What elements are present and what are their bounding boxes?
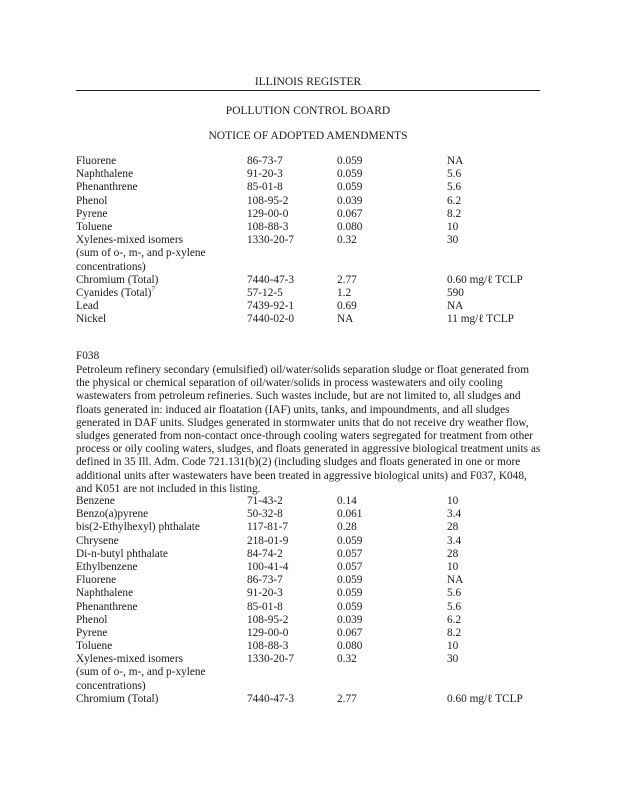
constituent-name: Benzo(a)pyrene: [76, 508, 149, 521]
wastewater-standard: 0.059: [337, 181, 363, 194]
table-row: [76, 155, 546, 168]
table-row: [76, 574, 546, 587]
nonwastewater-standard: 590: [447, 286, 464, 299]
nonwastewater-standard: NA: [447, 300, 464, 313]
constituent-name: (sum of o-, m-, and p-xylene: [76, 247, 206, 260]
table-row: [76, 247, 546, 260]
cas-number: 108-95-2: [247, 194, 289, 207]
cas-number: 7440-47-3: [247, 692, 295, 705]
constituent-name: Ethylbenzene: [76, 560, 138, 573]
cas-number: 86-73-7: [247, 155, 283, 167]
wastewater-standard: NA: [337, 313, 354, 326]
table-row: [76, 495, 546, 508]
constituent-name: Chrysene: [76, 534, 119, 547]
wastewater-standard: 0.28: [337, 521, 357, 534]
constituent-name: Phenanthrene: [76, 181, 138, 194]
table-row: [76, 313, 546, 326]
constituent-name: concentrations): [76, 679, 146, 692]
wastewater-standard: 1.2: [337, 286, 352, 299]
nonwastewater-standard: 5.6: [447, 600, 462, 613]
constituent-name: Fluorene: [76, 155, 117, 167]
constituent-name: Phenol: [76, 194, 108, 207]
register-title: ILLINOIS REGISTER: [254, 76, 362, 88]
wastewater-standard: 0.080: [337, 220, 363, 233]
table-row: [76, 234, 546, 247]
nonwastewater-standard: 5.6: [447, 168, 462, 181]
wastewater-standard: 0.039: [337, 613, 363, 626]
constituent-name: Benzene: [76, 495, 115, 507]
nonwastewater-standard: 10: [447, 495, 459, 507]
constituent-name: concentrations): [76, 260, 146, 273]
cas-number: 1330-20-7: [247, 653, 295, 666]
nonwastewater-standard: 28: [447, 521, 459, 534]
constituent-name: Phenanthrene: [76, 600, 138, 613]
constituent-name: Cyanides (Total): [76, 286, 152, 299]
nonwastewater-standard: 28: [447, 547, 459, 560]
constituent-name: Xylenes-mixed isomers: [76, 653, 183, 666]
nonwastewater-standard: 8.2: [447, 207, 462, 220]
wastewater-standard: 0.32: [337, 653, 357, 666]
cas-number: 84-74-2: [247, 547, 283, 560]
table-row: [76, 168, 546, 181]
constituent-name: Pyrene: [76, 626, 108, 639]
constituent-table-2: [76, 495, 546, 706]
constituent-name: (sum of o-, m-, and p-xylene: [76, 666, 206, 679]
table-row: [76, 508, 546, 521]
nonwastewater-standard: 11 mg/ℓ TCLP: [447, 313, 514, 326]
cas-number: 129-00-0: [247, 626, 289, 639]
constituent-name: Di-n-butyl phthalate: [76, 547, 168, 560]
nonwastewater-standard: 6.2: [447, 194, 462, 207]
wastewater-standard: 0.059: [337, 155, 363, 167]
table-row: [76, 561, 546, 574]
table-row: [76, 666, 546, 679]
table-row: [76, 535, 546, 548]
constituent-name: bis(2-Ethylhexyl) phthalate: [76, 521, 200, 534]
wastewater-standard: 0.059: [337, 168, 363, 181]
constituent-table-1: [76, 155, 546, 326]
wastewater-standard: 0.061: [337, 508, 363, 521]
cas-number: 7440-47-3: [247, 273, 295, 286]
nonwastewater-standard: 8.2: [447, 626, 462, 639]
wastewater-standard: 0.080: [337, 640, 363, 653]
wastewater-standard: 0.69: [337, 300, 357, 313]
table-row: [76, 221, 546, 234]
notice-title: NOTICE OF ADOPTED AMENDMENTS: [208, 130, 408, 142]
wastewater-standard: 0.067: [337, 207, 363, 220]
table-row: [76, 521, 546, 534]
cas-number: 86-73-7: [247, 574, 283, 587]
nonwastewater-standard: 30: [447, 234, 459, 247]
cas-number: 1330-20-7: [247, 234, 295, 247]
nonwastewater-standard: 6.2: [447, 613, 462, 626]
nonwastewater-standard: 30: [447, 653, 459, 666]
wastewater-standard: 2.77: [337, 273, 357, 286]
nonwastewater-standard: 10: [447, 640, 459, 653]
table-row: [76, 693, 546, 706]
wastewater-standard: 0.059: [337, 587, 363, 600]
cas-number: 50-32-8: [247, 508, 283, 521]
table-row: [76, 287, 546, 300]
wastewater-standard: 2.77: [337, 692, 357, 705]
cas-number: 218-01-9: [247, 534, 289, 547]
cas-number: 117-81-7: [247, 521, 288, 534]
wastewater-standard: 0.039: [337, 194, 363, 207]
cas-number: 108-95-2: [247, 613, 289, 626]
nonwastewater-standard: 10: [447, 560, 459, 573]
cas-number: 85-01-8: [247, 181, 283, 194]
constituent-name: Pyrene: [76, 207, 108, 220]
table-row: [76, 300, 546, 313]
constituent-name: Toluene: [76, 640, 113, 653]
table-row: [76, 680, 546, 693]
nonwastewater-standard: NA: [447, 574, 464, 587]
wastewater-standard: 0.057: [337, 560, 363, 573]
constituent-name: Fluorene: [76, 574, 117, 587]
board-title: POLLUTION CONTROL BOARD: [225, 105, 391, 117]
constituent-name: Nickel: [76, 313, 107, 326]
cas-number: 91-20-3: [247, 168, 283, 181]
wastewater-standard: 0.14: [337, 495, 357, 507]
header-rule: [76, 90, 540, 91]
table-row: [76, 208, 546, 221]
wastewater-standard: 0.32: [337, 234, 357, 247]
constituent-name: Naphthalene: [76, 587, 134, 600]
nonwastewater-standard: 0.60 mg/ℓ TCLP: [447, 273, 523, 286]
table-row: [76, 601, 546, 614]
waste-code: F038: [76, 350, 100, 362]
cas-number: 108-88-3: [247, 640, 289, 653]
wastewater-standard: 0.059: [337, 574, 363, 587]
nonwastewater-standard: 5.6: [447, 181, 462, 194]
cas-number: 100-41-4: [247, 560, 289, 573]
cas-number: 7440-02-0: [247, 313, 295, 326]
constituent-name: Naphthalene: [76, 168, 134, 181]
nonwastewater-standard: 5.6: [447, 587, 462, 600]
wastewater-standard: 0.059: [337, 534, 363, 547]
wastewater-standard: 0.067: [337, 626, 363, 639]
constituent-name: Chromium (Total): [76, 273, 159, 286]
cas-number: 91-20-3: [247, 587, 283, 600]
table-row: [76, 627, 546, 640]
nonwastewater-standard: 3.4: [447, 534, 462, 547]
table-row: [76, 587, 546, 600]
constituent-name: Phenol: [76, 613, 108, 626]
wastewater-standard: 0.059: [337, 600, 363, 613]
cas-number: 85-01-8: [247, 600, 283, 613]
constituent-name: Xylenes-mixed isomers: [76, 234, 183, 247]
nonwastewater-standard: 0.60 mg/ℓ TCLP: [447, 692, 523, 705]
constituent-name: Lead: [76, 300, 99, 313]
table-row: [76, 274, 546, 287]
constituent-name: Toluene: [76, 220, 113, 233]
table-row: [76, 653, 546, 666]
table-row: [76, 614, 546, 627]
constituent-name: Chromium (Total): [76, 692, 159, 705]
cas-number: 7439-92-1: [247, 300, 295, 313]
nonwastewater-standard: 10: [447, 220, 459, 233]
footnote-marker: 7: [151, 285, 155, 294]
table-row: [76, 195, 546, 208]
cas-number: 57-12-5: [247, 286, 283, 299]
cas-number: 129-00-0: [247, 207, 289, 220]
nonwastewater-standard: NA: [447, 155, 464, 167]
waste-description: Petroleum refinery secondary (emulsified) oil/water/solids separation sludge or float generated from the physical or chemical separation of oil/water/solids in process wastewaters and oily cooling wastewaters from petroleum refineries. Such wastes include, but are not limited to, all sludges and floats generated in: induced air floatation (IAF) units, tanks, and impoundments, and all sludges generated in DAF units. Sludges generated in stormwater units that do not receive dry weather flow, sludges generated from non-contact once-through cooling waters segregated for treatment from other process or oily cooling waters, sludges, and floats generated in aggressive biological treatment units as defined in 35 Ill. Adm. Code 721.131(b)(2) (including sludges and floats generated in one or more additional units after wastewaters have been treated in aggressive biological units) and F037, K048, and K051 are not included in this listing.: [76, 364, 541, 495]
table-row: [76, 548, 546, 561]
table-row: [76, 261, 546, 274]
wastewater-standard: 0.057: [337, 547, 363, 560]
table-row: [76, 181, 546, 194]
nonwastewater-standard: 3.4: [447, 508, 462, 521]
cas-number: 108-88-3: [247, 220, 289, 233]
cas-number: 71-43-2: [247, 495, 283, 507]
table-row: [76, 640, 546, 653]
